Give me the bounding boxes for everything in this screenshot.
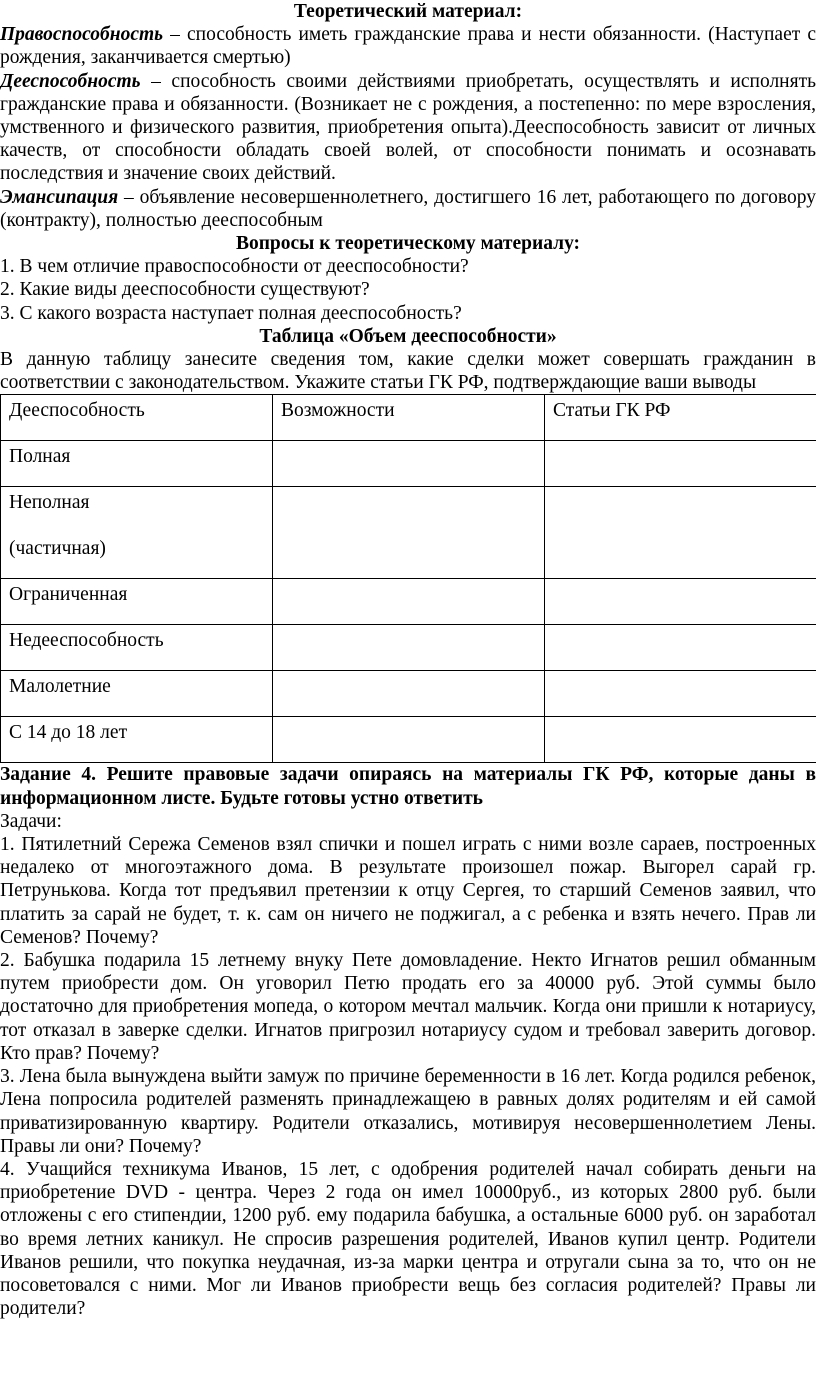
- table-row: [1, 441, 816, 487]
- task4-heading: Задание 4. Решите правовые задачи опираясь на материалы ГК РФ, которые даны в информационном листе. Будьте готовы устно ответить: [0, 764, 816, 809]
- row-label: Недееспособность: [1, 625, 273, 671]
- row-label: Ограниченная: [1, 579, 273, 625]
- question-item: 3. С какого возраста наступает полная дееспособность?: [0, 302, 462, 324]
- table-cell-empty[interactable]: [545, 671, 816, 717]
- table-cell-empty[interactable]: [273, 579, 545, 625]
- row-label: Полная: [1, 441, 273, 487]
- question-item: 1. В чем отличие правоспособности от дееспособности?: [0, 256, 469, 278]
- row-label: Малолетние: [1, 671, 273, 717]
- table-row: [1, 487, 816, 579]
- task4-subheading: Задачи:: [0, 810, 62, 832]
- table-row: [1, 717, 816, 763]
- table-row: [1, 625, 816, 671]
- definition-emancipation: [0, 186, 816, 232]
- term-legal-capacity: Правоспособность: [0, 24, 164, 46]
- definition-legal-capacity: [0, 23, 816, 69]
- problem-item: 1. Пятилетний Сережа Семенов взял спички и пошел играть с ними возле сараев, построенных недалеко от многоэтажного дома. В результате произошел пожар. Выгорел сарай гр. Петрунькова. Когда тот предъявил претензии к отцу Сергея, то старший Семенов заявил, что платить за сарай не будет, т. к. сам он ничего не поджигал, а с ребенка и взять нечего. Прав ли Семенов? Почему?: [0, 834, 816, 948]
- table-cell-empty[interactable]: [273, 671, 545, 717]
- table-cell-empty[interactable]: [273, 441, 545, 487]
- term-emancipation: Эмансипация: [0, 186, 119, 208]
- row-label: С 14 до 18 лет: [1, 717, 273, 763]
- table-cell-empty[interactable]: [545, 441, 816, 487]
- table-cell-empty[interactable]: [545, 625, 816, 671]
- table-cell-empty[interactable]: [273, 487, 545, 579]
- table-heading: Таблица «Объем дееспособности»: [259, 325, 557, 347]
- table-cell-empty[interactable]: [545, 579, 816, 625]
- theory-heading: Теоретический материал:: [293, 1, 523, 22]
- column-header: Статьи ГК РФ: [545, 395, 816, 441]
- definition-active-capacity: [0, 70, 816, 186]
- table-row: [1, 671, 816, 717]
- table-cell-empty[interactable]: [273, 625, 545, 671]
- table-intro: В данную таблицу занесите сведения том, какие сделки может совершать гражданин в соответствии с законодательством. Укажите статьи ГК РФ, подтверждающие ваши выводы: [0, 349, 816, 394]
- table-row: [1, 579, 816, 625]
- problem-item: 3. Лена была вынуждена выйти замуж по причине беременности в 16 лет. Когда родился ребенок, Лена попросила родителей разменять принадлежащею в равных долях родителям и ей самой приватизированную квартиру. Родители отказались, мотивируя несовершеннолетием Лены. Правы ли они? Почему?: [0, 1066, 816, 1157]
- capacity-table: [0, 394, 816, 763]
- table-cell-empty[interactable]: [545, 487, 816, 579]
- column-header: Возможности: [273, 395, 545, 441]
- row-label-secondary: (частичная): [9, 537, 106, 559]
- problem-item: 4. Учащийся техникума Иванов, 15 лет, с одобрения родителей начал собирать деньги на приобретение DVD - центра. Через 2 года он имел 10000руб., из которых 2800 руб. были отложены с его стипендии, 1200 руб. ему подарила бабушка, а остальные 6000 руб. он заработал во время летних каникул. Не спросив разрешения родителей, Иванов купил центр. Родители Иванов решили, что покупка неудачная, из-за марки центра и отругали сына за то, что он не посоветовался с ними. Мог ли Иванов приобрести вещь без согласия родителей? Правы ли родители?: [0, 1158, 816, 1320]
- definition-text: – объявление несовершеннолетнего, достигшего 16 лет, работающего по договору (контракту), полностью дееспособным: [0, 186, 816, 231]
- term-active-capacity: Дееспособность: [0, 70, 141, 92]
- problem-item: 2. Бабушка подарила 15 летнему внуку Пете домовладение. Некто Игнатов решил обманным путем приобрести дом. Он уговорил Петю продать его за 40000 руб. Этой суммы было достаточно для приобретения мопеда, о котором мечтал мальчик. Когда они пришли к нотариусу, тот отказал в заверке сделки. Игнатов пригрозил нотариусу судом и требовал заверить договор. Кто прав? Почему?: [0, 950, 816, 1064]
- table-cell-empty[interactable]: [273, 717, 545, 763]
- questions-heading: Вопросы к теоретическому материалу:: [235, 233, 581, 255]
- question-item: 2. Какие виды дееспособности существуют?: [0, 279, 370, 301]
- row-label: Неполная: [9, 492, 90, 514]
- table-header-row: [1, 395, 816, 441]
- column-header: Дееспособность: [1, 395, 273, 441]
- table-cell-empty[interactable]: [545, 717, 816, 763]
- row-label-cell: [1, 487, 273, 579]
- definition-text: – способность иметь гражданские права и нести обязанности. (Наступает с рождения, заканчивается смертью): [0, 24, 816, 69]
- definition-text: – способность своими действиями приобретать, осуществлять и исполнять гражданские права и обязанности. (Возникает не с рождения, а постепенно: по мере взросления, умственного и физического развития, приобретения опыта).Дееспособность зависит от личных качеств, от способности обладать своей волей, от способности понимать и осознавать последствия и значение своих действий.: [0, 70, 816, 185]
